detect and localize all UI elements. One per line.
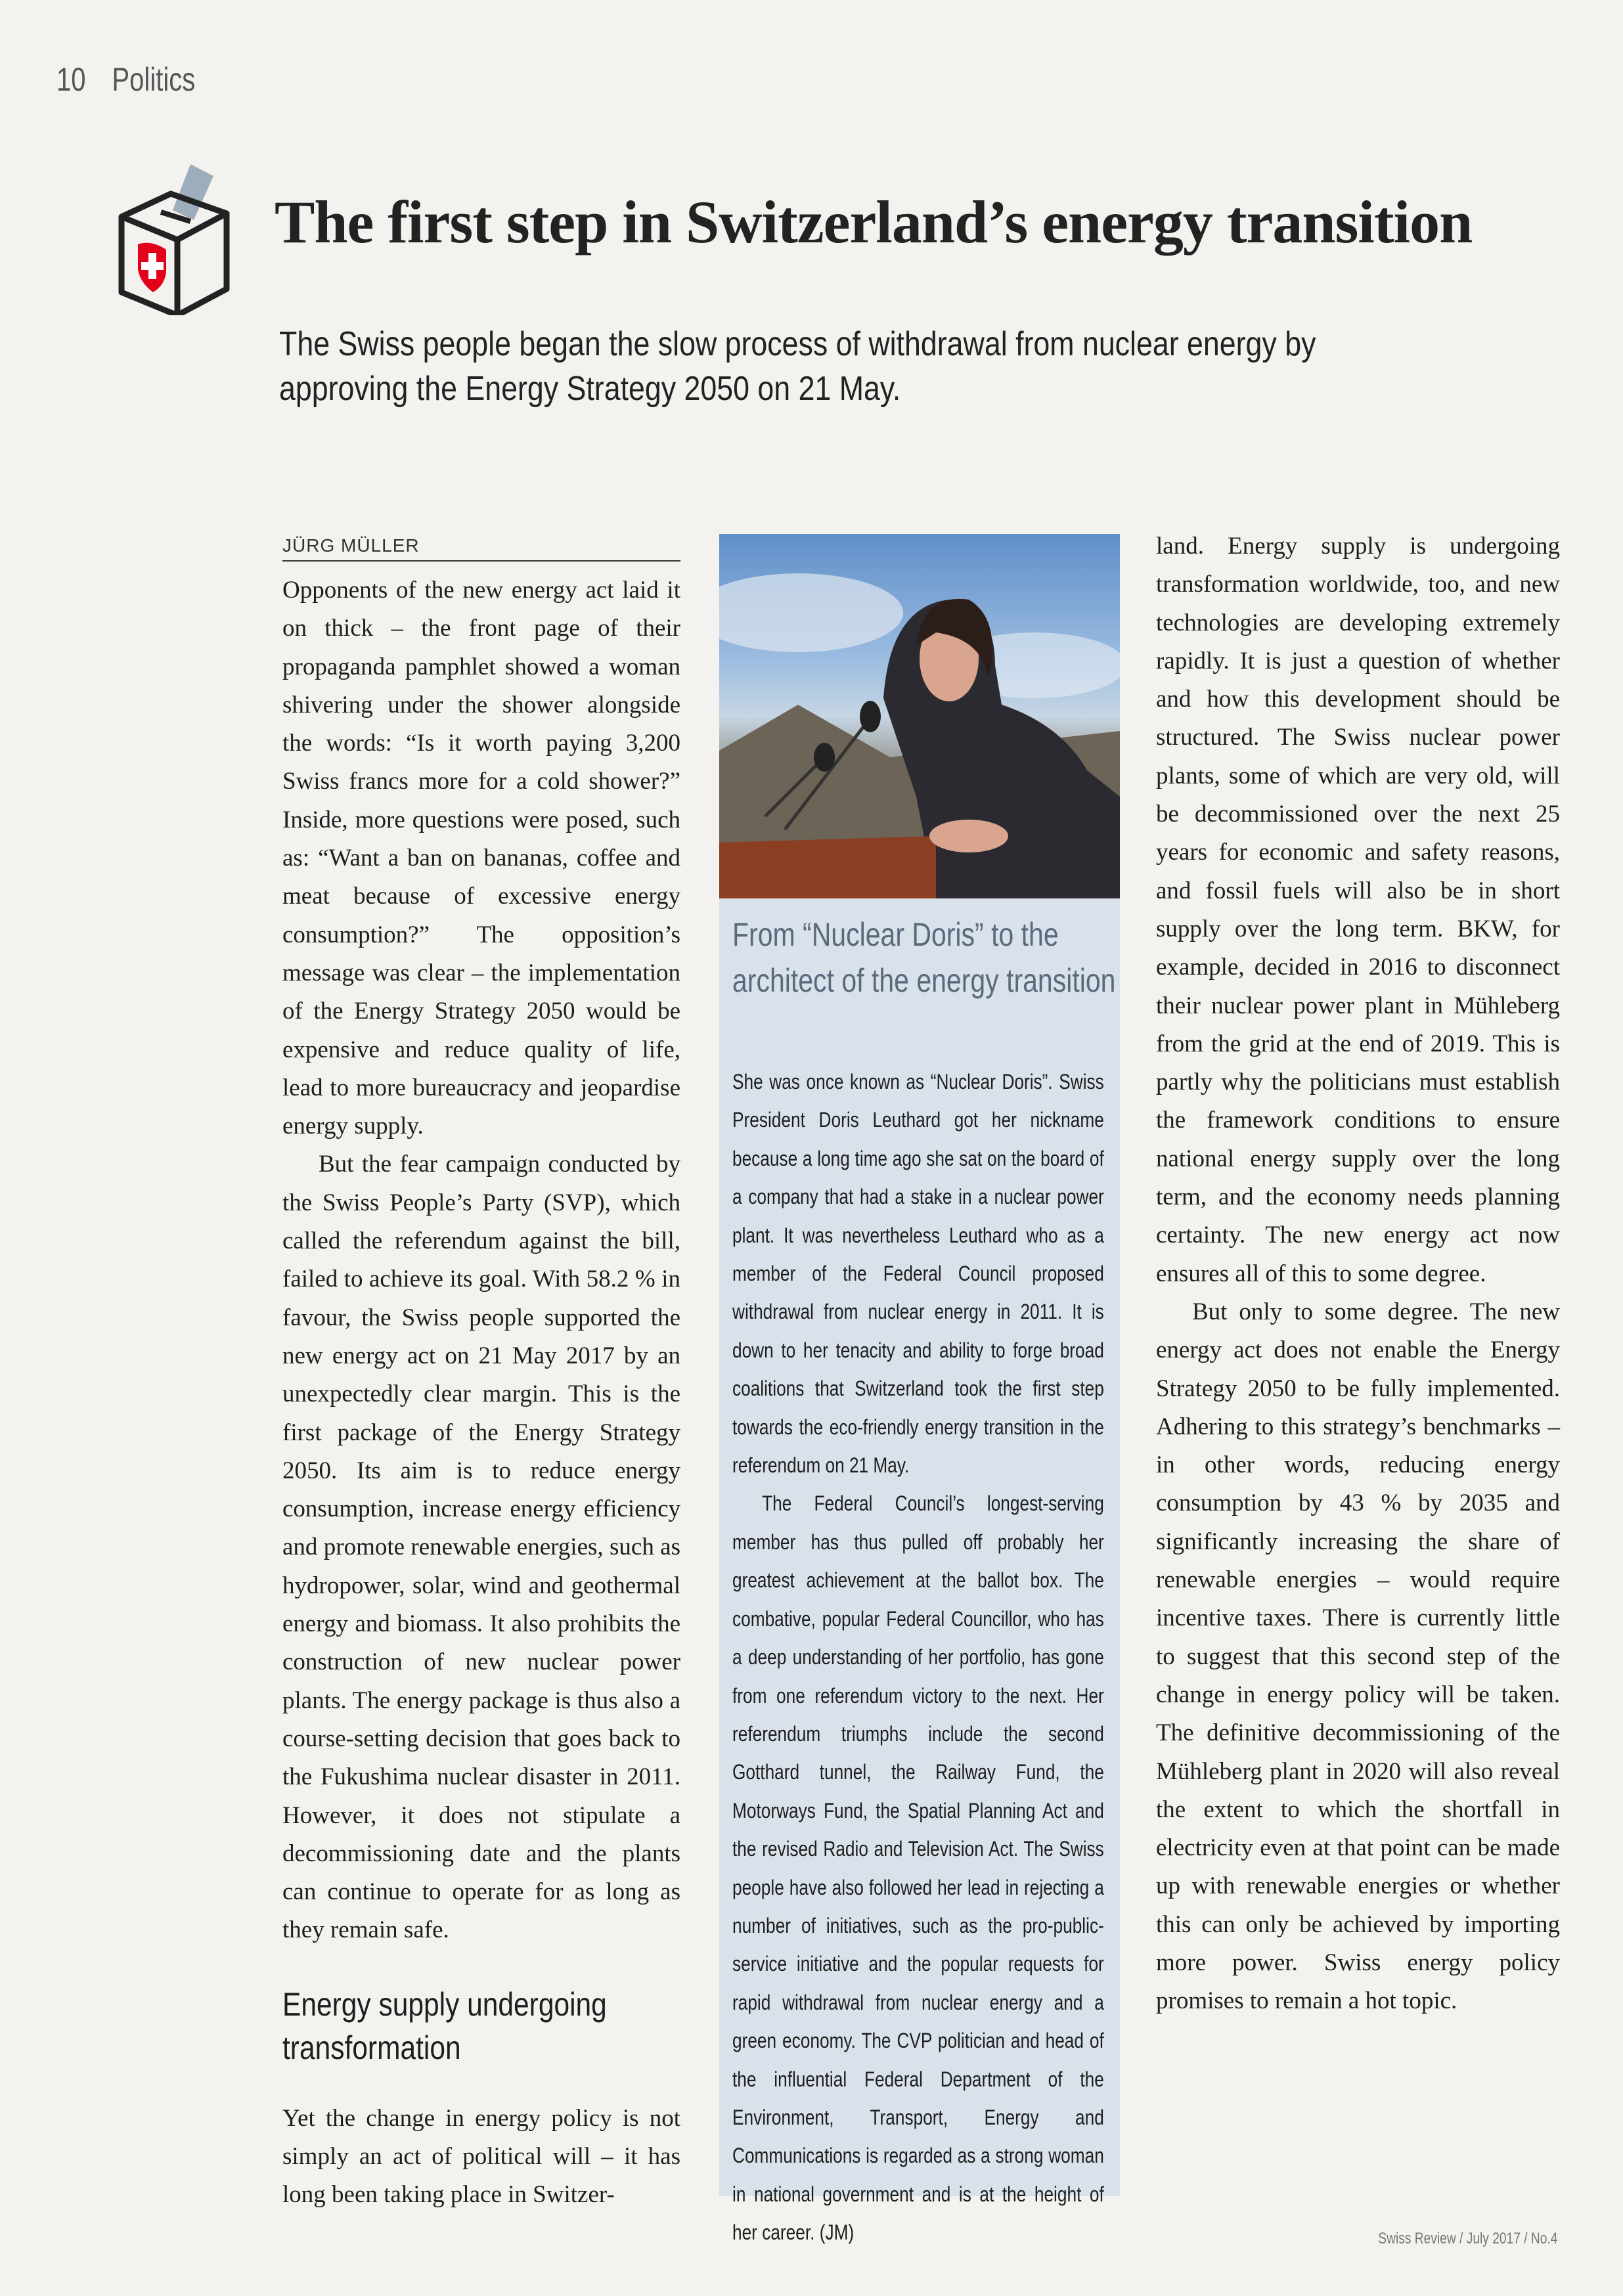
- sidebar-text: [732, 1063, 1104, 2252]
- author-byline: JÜRG MÜLLER: [282, 535, 680, 562]
- paragraph: Yet the change in energy policy is not simply an act of political will – it has long been taking place in Switzer-: [282, 2104, 680, 2209]
- sidebar-heading: From “Nuclear Doris” to the architect of the energy transition: [732, 916, 1116, 999]
- page-number: 10: [56, 61, 86, 98]
- article-title: The first step in Switzerland’s energy transition: [275, 188, 1473, 255]
- paragraph: But only to some degree. The new energy act does not enable the Energy Strategy 2050 to be fully implemented. Adhering to this strategy’s benchmarks – in other words, reducing energy consumption by 43 % by 2035 and significantly increasing the share of renewable energies – would require incentive taxes. There is currently little to suggest that this second step of the change in energy policy will be taken. The definitive decommissioning of the Mühleberg plant in 2020 will also reveal the extent to which the shortfall in electricity even at that point can be made up with renewable energies or whether this can only be achieved by importing more power. Swiss energy policy promises to remain a hot topic.: [1156, 1298, 1560, 2015]
- footer-issue: Swiss Review / July 2017 / No.4: [1377, 2230, 1557, 2247]
- column-3: [1156, 527, 1560, 2021]
- ballot-box-swiss-shield-icon: [115, 138, 253, 315]
- column-1: [282, 571, 680, 2215]
- paragraph: land. Energy supply is undergoing transformation worldwide, too, and new technologies are developing extremely rapidly. It is just a question of whether and how this development should be structured. The Swiss nuclear power plants, some of which are very old, will be decommissioned over the next 25 years for economic and safety reasons, and fossil fuels will also be in short supply over the long term. BKW, for example, decided in 2016 to disconnect their nuclear power plant in Mühleberg from the grid at the end of 2019. This is partly why the politicians must establish the framework conditions to ensure national energy supply over the long term, and the economy needs planning certainty. The new energy act now ensures all of this to some degree.: [1156, 533, 1560, 1287]
- page-header: [56, 60, 221, 99]
- article-subtitle: The Swiss people began the slow process of withdrawal from nuclear energy by approving the Energy Strategy 2050 on 21 May.: [279, 325, 1316, 408]
- sidebar-box: [719, 898, 1120, 2245]
- section-label: Politics: [112, 61, 196, 98]
- paragraph: But the fear campaign conducted by the Swiss People’s Party (SVP), which called the referendum against the bill, failed to achieve its goal. With 58.2 % in favour, the Swiss people supported the new energy act on 21 May 2017 by an unexpectedly clear margin. This is the first package of the Energy Strategy 2050. Its aim is to reduce energy consumption, increase energy efficiency and promote renewable energies, such as hydropower, solar, wind and geothermal energy and biomass. It also prohibits the construction of new nuclear power plants. The energy package is thus also a course-setting decision that goes back to the Fukushima nuclear disaster in 2011. However, it does not stipulate a decommissioning date and the plants can continue to operate for as long as they remain safe.: [282, 1151, 680, 1944]
- paragraph: Opponents of the new energy act laid it on thick – the front page of their propaganda pamphlet showed a woman shivering under the shower alongside the words: “Is it worth paying 3,200 Swiss francs more for a cold shower?” Inside, more questions were posed, such as: “Want a ban on bananas, coffee and meat because of excessive energy consumption?” The opposition’s message was clear – the implementation of the Energy Strategy 2050 would be expensive and reduce quality of life, lead to more bureaucracy and jeopardise energy supply.: [282, 577, 680, 1140]
- paragraph: The Federal Council’s longest-serving member has thus pulled off probably her greatest achievement at the ballot box. The combative, popular Federal Councillor, who has a deep understanding of her portfolio, has gone from one referendum victory to the next. Her referendum triumphs include the second Gotthard tunnel, the Railway Fund, the Motorways Fund, the Spatial Planning Act and the revised Radio and Television Act. The Swiss people have also followed her lead in rejecting a number of initiatives, such as the pro-public-service initiative and the popular requests for rapid withdrawal from nuclear energy and a green economy. The CVP politician and head of the influential Federal Department of the Environment, Transport, Energy and Communications is regarded as a strong woman in national government and is at the height of her career. (JM): [732, 1491, 1104, 2245]
- paragraph: She was once known as “Nuclear Doris”. Swiss President Doris Leuthard got her nickname because a long time ago she sat on the board of a company that had a stake in a nuclear power plant. It was nevertheless Leuthard who as a member of the Federal Council proposed withdrawal from nuclear energy in 2011. It is down to her tenacity and ability to forge broad coalitions that Switzerland took the first step towards the eco-friendly energy transition in the referendum on 21 May.: [732, 1070, 1104, 1478]
- photo-doris-leuthard: [719, 534, 1120, 898]
- section-heading: Energy supply undergoing transformation: [282, 1985, 607, 2066]
